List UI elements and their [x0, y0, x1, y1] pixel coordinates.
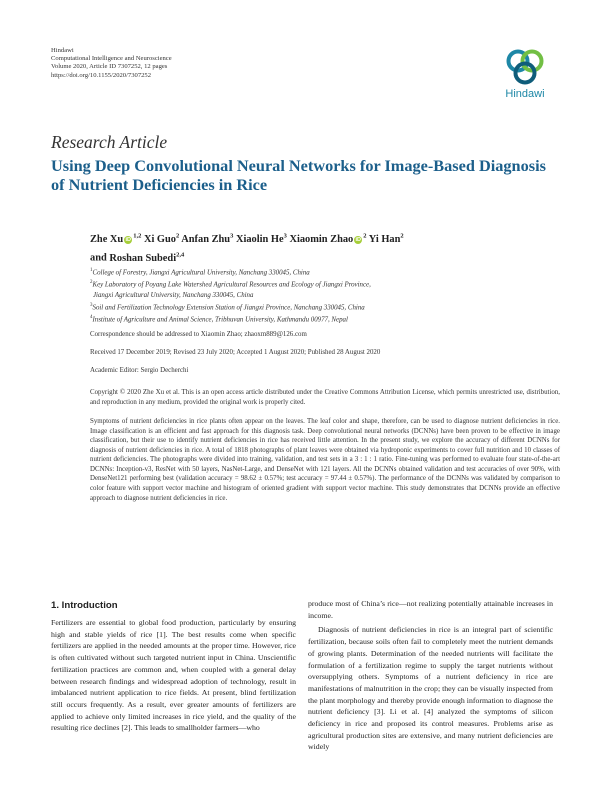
- affiliation: $^1$College of Forestry, Jiangxi Agricultural University, Nanchang 330045, China: [90, 268, 310, 277]
- author-conjunction: and: [90, 252, 107, 264]
- hindawi-logo: [497, 47, 553, 105]
- doi-link[interactable]: https://doi.org/10.1155/2020/7307252: [51, 71, 152, 79]
- section-heading: 1. Introduction: [51, 600, 118, 611]
- article-title: Using Deep Convolutional Neural Networks for Image-Based Diagnosis of Nutrient Deficiencies in Rice: [51, 156, 546, 194]
- paragraph: produce most of China’s rice—not realizing potentially attainable increases in income.: [308, 599, 553, 620]
- article-type: Research Article: [51, 132, 168, 152]
- author[interactable]: Xiaomin Zhao $iD^2$: [289, 233, 367, 246]
- paragraph: Fertilizers are essential to global food production, particularly by ensuring high and stable yields of rice [1]. The best results come when specific fertilizers are applied in the needed amounts at the proper time. However, rice is often cultivated without such targeted nutrient input in China. Unscientific fertilization practices are common and, when coupled with a general delay between research findings and widespread adoption of technology, result in imbalanced nutrient application to rice fields. At present, blind fertilization still occurs frequently. As a result, ever greater amounts of fertilizers are applied to achieve only limited increases in rice yield, and the quality of the resulting rice declines [2]. This leads to smallholder farmers—who: [51, 618, 296, 733]
- author[interactable]: Anfan Zhu$^3$: [181, 233, 234, 246]
- author[interactable]: Xi Guo$^2$: [143, 233, 180, 246]
- affiliation-continued: Jiangxi Agricultural University, Nanchang 330045, China: [93, 291, 254, 299]
- journal-meta: [51, 47, 172, 80]
- logo-text: Hindawi: [505, 88, 545, 100]
- author[interactable]: Xiaolin He$^3$: [235, 233, 287, 246]
- body-column-right: [308, 598, 553, 753]
- paragraph: Diagnosis of nutrient deficiencies in rice is an integral part of scientific fertilization, because soils often fail to completely meet the nutrient demands of growing plants. Determination of the needed nutrients will facilitate the formulation of a fertilization regime to supply the target nutrients without oversupplying others. Symptoms of a nutrient deficiency in rice are manifestations of malnutrition in the crop; they can be visually inspected from the plant morphology and thereby provide enough information to diagnose the nutrient deficiency [3]. Li et al. [4] analyzed the symptoms of silicon deficiency in rice and proposed its control measures. Problems arise as agricultural production sites are extensive, and many nutrient deficiencies are widely: [308, 625, 553, 752]
- author-list: [90, 229, 560, 266]
- author[interactable]: Yi Han$^2$: [368, 233, 404, 246]
- author[interactable]: Roshan Subedi$^{2,4}$: [109, 251, 185, 264]
- orcid-icon[interactable]: iD: [355, 237, 361, 244]
- publication-dates: Received 17 December 2019; Revised 23 July 2020; Accepted 1 August 2020; Published 28 August 2020: [90, 349, 381, 356]
- copyright-notice: Copyright © 2020 Zhe Xu et al. This is an open access article distributed under the Creative Commons Attribution License, which permits unrestricted use, distribution, and reproduction in any medium, provided the original work is properly cited.: [90, 389, 560, 406]
- hindawi-logo-icon: [504, 47, 546, 87]
- affiliation: $^4$Institute of Agriculture and Animal Science, Tribhuvan University, Kathmandu 00977, Nepal: [90, 315, 348, 324]
- abstract: Symptoms of nutrient deficiencies in rice plants often appear on the leaves. The leaf color and shape, therefore, can be used to diagnose nutrient deficiencies in rice. Image classification is an efficient and fast approach for this diagnosis task. Deep convolutional neural networks (DCNNs) have been proven to be effective in image classification, but their use to identify nutrient deficiencies in rice has received little attention. In the present study, we explore the accuracy of different DCNNs for diagnosis of nutrient deficiencies in rice. A total of 1818 photographs of plant leaves were obtained via hydroponic experiments to cover full nutrition and 10 classes of nutrient deficiencies. The photographs were divided into training, validation, and test sets in a 3 : 1 : 1 ratio. Fine-tuning was performed to evaluate four state-of-the-art DCNNs: Inception-v3, ResNet with 50 layers, NasNet-Large, and DenseNet with 121 layers. All the DCNNs obtained validation and test accuracies of over 90%, with DenseNet121 performing best (validation accuracy = 98.62 ± 0.57%; test accuracy = 97.44 ± 0.57%). The performance of the DCNNs was validated by comparison to color feature with support vector machine and histogram of oriented gradient with support vector machine. This study demonstrates that DCNNs provide an effective approach to diagnose nutrient deficiencies in rice.: [90, 418, 560, 502]
- journal-name: Computational Intelligence and Neuroscience: [51, 55, 172, 63]
- publisher-name: Hindawi: [51, 47, 74, 54]
- orcid-icon[interactable]: iD: [125, 237, 131, 244]
- body-column-left: [51, 617, 296, 734]
- affiliation: $^2$Key Laboratory of Poyang Lake Watershed Agricultural Resources and Ecology of Jiangxi Province,: [90, 280, 371, 289]
- correspondence: Correspondence should be addressed to Xiaomin Zhao; zhaoxm889@126.com: [90, 331, 307, 338]
- author[interactable]: Zhe Xu iD$^{1,2}$: [90, 233, 142, 246]
- academic-editor: Academic Editor: Sergio Decherchi: [90, 367, 189, 374]
- affiliation: $^3$Soil and Fertilization Technology Extension Station of Jiangxi Province, Nanchang 330045, China: [90, 302, 365, 312]
- affiliations: [90, 266, 550, 326]
- volume-line: Volume 2020, Article ID 7307252, 12 pages: [51, 63, 168, 71]
